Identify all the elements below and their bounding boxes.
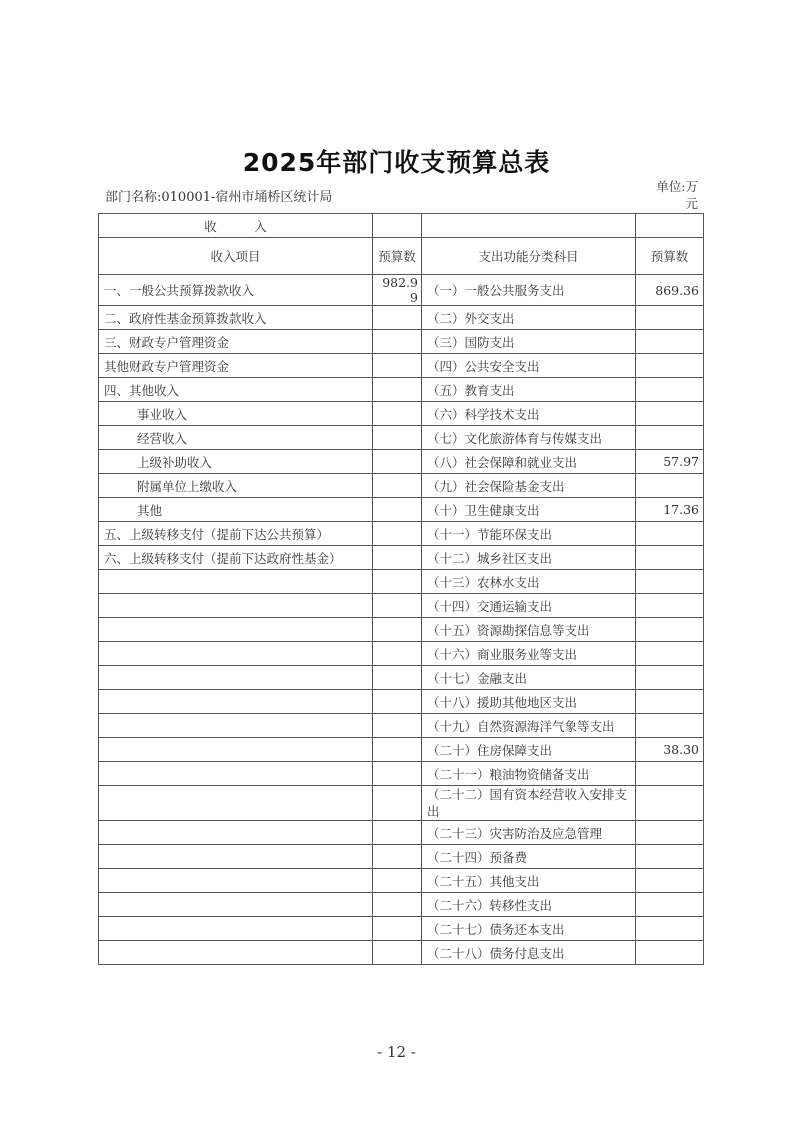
table-row bbox=[99, 738, 704, 762]
table-row bbox=[99, 474, 704, 498]
income-budget-cell bbox=[373, 450, 422, 474]
income-item-cell bbox=[99, 666, 373, 690]
expense-budget-cell bbox=[636, 354, 704, 378]
table-row bbox=[99, 642, 704, 666]
income-budget-cell bbox=[373, 642, 422, 666]
expense-item-header: 支出功能分类科目 bbox=[422, 238, 636, 275]
income-budget-cell bbox=[373, 941, 422, 965]
expense-budget-cell bbox=[636, 570, 704, 594]
income-budget-cell bbox=[373, 402, 422, 426]
income-item-cell: 事业收入 bbox=[99, 402, 373, 426]
table-row bbox=[99, 690, 704, 714]
income-item-cell bbox=[99, 845, 373, 869]
expense-budget-cell bbox=[636, 546, 704, 570]
income-item-cell bbox=[99, 941, 373, 965]
income-item-cell bbox=[99, 618, 373, 642]
income-item-cell: 经营收入 bbox=[99, 426, 373, 450]
table-row bbox=[99, 522, 704, 546]
expense-item-cell: （七）文化旅游体育与传媒支出 bbox=[422, 426, 636, 450]
income-item-cell bbox=[99, 786, 373, 821]
table-row bbox=[99, 594, 704, 618]
income-item-cell: 二、政府性基金预算拨款收入 bbox=[99, 306, 373, 330]
income-item-cell bbox=[99, 917, 373, 941]
header-row-group bbox=[99, 214, 704, 238]
expense-item-cell: （二十五）其他支出 bbox=[422, 869, 636, 893]
table-row bbox=[99, 330, 704, 354]
income-item-cell: 五、上级转移支付（提前下达公共预算） bbox=[99, 522, 373, 546]
expense-item-cell: （八）社会保障和就业支出 bbox=[422, 450, 636, 474]
table-row bbox=[99, 275, 704, 306]
income-budget-cell bbox=[373, 498, 422, 522]
expense-budget-cell bbox=[636, 618, 704, 642]
expense-budget-cell bbox=[636, 330, 704, 354]
income-budget-cell bbox=[373, 738, 422, 762]
income-budget-cell bbox=[373, 762, 422, 786]
expense-item-cell: （二十七）债务还本支出 bbox=[422, 917, 636, 941]
expense-item-cell: （二十二）国有资本经营收入安排支出 bbox=[422, 786, 636, 821]
table-row bbox=[99, 450, 704, 474]
table-row bbox=[99, 869, 704, 893]
expense-budget-cell bbox=[636, 594, 704, 618]
header-blank bbox=[636, 214, 704, 238]
expense-budget-cell bbox=[636, 306, 704, 330]
table-row bbox=[99, 941, 704, 965]
expense-item-cell: （十八）援助其他地区支出 bbox=[422, 690, 636, 714]
table-row bbox=[99, 666, 704, 690]
income-budget-header: 预算数 bbox=[373, 238, 422, 275]
table-row bbox=[99, 821, 704, 845]
income-budget-cell bbox=[373, 869, 422, 893]
expense-item-cell: （十二）城乡社区支出 bbox=[422, 546, 636, 570]
expense-budget-cell bbox=[636, 917, 704, 941]
expense-item-cell: （十六）商业服务业等支出 bbox=[422, 642, 636, 666]
income-budget-cell bbox=[373, 786, 422, 821]
income-item-cell: 一、一般公共预算拨款收入 bbox=[99, 275, 373, 306]
income-item-header: 收入项目 bbox=[99, 238, 373, 275]
expense-budget-cell bbox=[636, 642, 704, 666]
table-row bbox=[99, 426, 704, 450]
income-item-cell: 四、其他收入 bbox=[99, 378, 373, 402]
income-group-header: 收 入 bbox=[99, 214, 373, 238]
expense-item-cell: （二十四）预备费 bbox=[422, 845, 636, 869]
income-budget-cell bbox=[373, 893, 422, 917]
expense-item-cell: （二十三）灾害防治及应急管理 bbox=[422, 821, 636, 845]
expense-budget-cell bbox=[636, 941, 704, 965]
table-row bbox=[99, 845, 704, 869]
expense-item-cell: （五）教育支出 bbox=[422, 378, 636, 402]
income-item-cell: 其他财政专户管理资金 bbox=[99, 354, 373, 378]
income-item-cell: 其他 bbox=[99, 498, 373, 522]
table-row bbox=[99, 402, 704, 426]
expense-item-cell: （十一）节能环保支出 bbox=[422, 522, 636, 546]
expense-budget-cell: 17.36 bbox=[636, 498, 704, 522]
header-row-columns bbox=[99, 238, 704, 275]
income-budget-cell bbox=[373, 474, 422, 498]
table-row bbox=[99, 570, 704, 594]
table-row bbox=[99, 786, 704, 821]
income-budget-cell bbox=[373, 917, 422, 941]
income-item-cell bbox=[99, 762, 373, 786]
expense-budget-cell bbox=[636, 666, 704, 690]
income-item-cell bbox=[99, 893, 373, 917]
table-row bbox=[99, 546, 704, 570]
income-budget-cell bbox=[373, 618, 422, 642]
expense-budget-cell bbox=[636, 762, 704, 786]
income-item-cell: 六、上级转移支付（提前下达政府性基金） bbox=[99, 546, 373, 570]
income-item-cell bbox=[99, 738, 373, 762]
expense-budget-cell bbox=[636, 893, 704, 917]
income-budget-cell bbox=[373, 821, 422, 845]
income-budget-cell bbox=[373, 714, 422, 738]
income-budget-cell bbox=[373, 666, 422, 690]
expense-budget-cell bbox=[636, 426, 704, 450]
expense-budget-cell bbox=[636, 522, 704, 546]
income-budget-cell: 982.99 bbox=[373, 275, 422, 306]
expense-budget-cell bbox=[636, 474, 704, 498]
table-row bbox=[99, 306, 704, 330]
expense-item-cell: （二十八）债务付息支出 bbox=[422, 941, 636, 965]
expense-item-cell: （二十一）粮油物资储备支出 bbox=[422, 762, 636, 786]
table-row bbox=[99, 354, 704, 378]
expense-item-cell: （十三）农林水支出 bbox=[422, 570, 636, 594]
income-budget-cell bbox=[373, 594, 422, 618]
expense-item-cell: （六）科学技术支出 bbox=[422, 402, 636, 426]
expense-budget-cell bbox=[636, 378, 704, 402]
table-row bbox=[99, 498, 704, 522]
expense-budget-cell bbox=[636, 714, 704, 738]
income-item-cell bbox=[99, 570, 373, 594]
expense-item-cell: （四）公共安全支出 bbox=[422, 354, 636, 378]
expense-budget-cell bbox=[636, 869, 704, 893]
income-item-cell bbox=[99, 690, 373, 714]
income-budget-cell bbox=[373, 690, 422, 714]
budget-summary-table bbox=[98, 213, 704, 965]
header-blank bbox=[373, 214, 422, 238]
income-budget-cell bbox=[373, 522, 422, 546]
expense-budget-cell bbox=[636, 690, 704, 714]
income-budget-cell bbox=[373, 426, 422, 450]
table-row bbox=[99, 378, 704, 402]
expense-budget-header: 预算数 bbox=[636, 238, 704, 275]
page-title: 2025年部门收支预算总表 bbox=[242, 148, 551, 177]
income-item-cell bbox=[99, 714, 373, 738]
income-budget-cell bbox=[373, 354, 422, 378]
expense-budget-cell bbox=[636, 821, 704, 845]
expense-budget-cell bbox=[636, 845, 704, 869]
income-item-cell bbox=[99, 642, 373, 666]
expense-item-cell: （十七）金融支出 bbox=[422, 666, 636, 690]
expense-budget-cell: 38.30 bbox=[636, 738, 704, 762]
income-item-cell bbox=[99, 821, 373, 845]
expense-item-cell: （二十）住房保障支出 bbox=[422, 738, 636, 762]
income-budget-cell bbox=[373, 546, 422, 570]
expense-item-cell: （一）一般公共服务支出 bbox=[422, 275, 636, 306]
expense-item-cell: （十）卫生健康支出 bbox=[422, 498, 636, 522]
expense-budget-cell: 57.97 bbox=[636, 450, 704, 474]
income-item-cell bbox=[99, 594, 373, 618]
page-number: - 12 - bbox=[377, 1043, 416, 1061]
expense-item-cell: （九）社会保险基金支出 bbox=[422, 474, 636, 498]
income-budget-cell bbox=[373, 570, 422, 594]
expense-budget-cell bbox=[636, 402, 704, 426]
income-budget-cell bbox=[373, 330, 422, 354]
expense-item-cell: （十九）自然资源海洋气象等支出 bbox=[422, 714, 636, 738]
unit-label: 单位:万元 bbox=[656, 179, 698, 211]
income-item-cell: 附属单位上缴收入 bbox=[99, 474, 373, 498]
income-item-cell bbox=[99, 869, 373, 893]
table-row bbox=[99, 714, 704, 738]
expense-item-cell: （三）国防支出 bbox=[422, 330, 636, 354]
income-budget-cell bbox=[373, 845, 422, 869]
table-row bbox=[99, 762, 704, 786]
income-item-cell: 三、财政专户管理资金 bbox=[99, 330, 373, 354]
expense-budget-cell bbox=[636, 786, 704, 821]
table-row bbox=[99, 917, 704, 941]
expense-item-cell: （二）外交支出 bbox=[422, 306, 636, 330]
table-row bbox=[99, 618, 704, 642]
expense-item-cell: （十五）资源勘探信息等支出 bbox=[422, 618, 636, 642]
expense-item-cell: （二十六）转移性支出 bbox=[422, 893, 636, 917]
department-name: 部门名称:010001-宿州市埇桥区统计局 bbox=[105, 190, 333, 205]
income-item-cell: 上级补助收入 bbox=[99, 450, 373, 474]
table-row bbox=[99, 893, 704, 917]
expense-item-cell: （十四）交通运输支出 bbox=[422, 594, 636, 618]
income-budget-cell bbox=[373, 306, 422, 330]
expense-budget-cell: 869.36 bbox=[636, 275, 704, 306]
header-blank bbox=[422, 214, 636, 238]
income-budget-cell bbox=[373, 378, 422, 402]
